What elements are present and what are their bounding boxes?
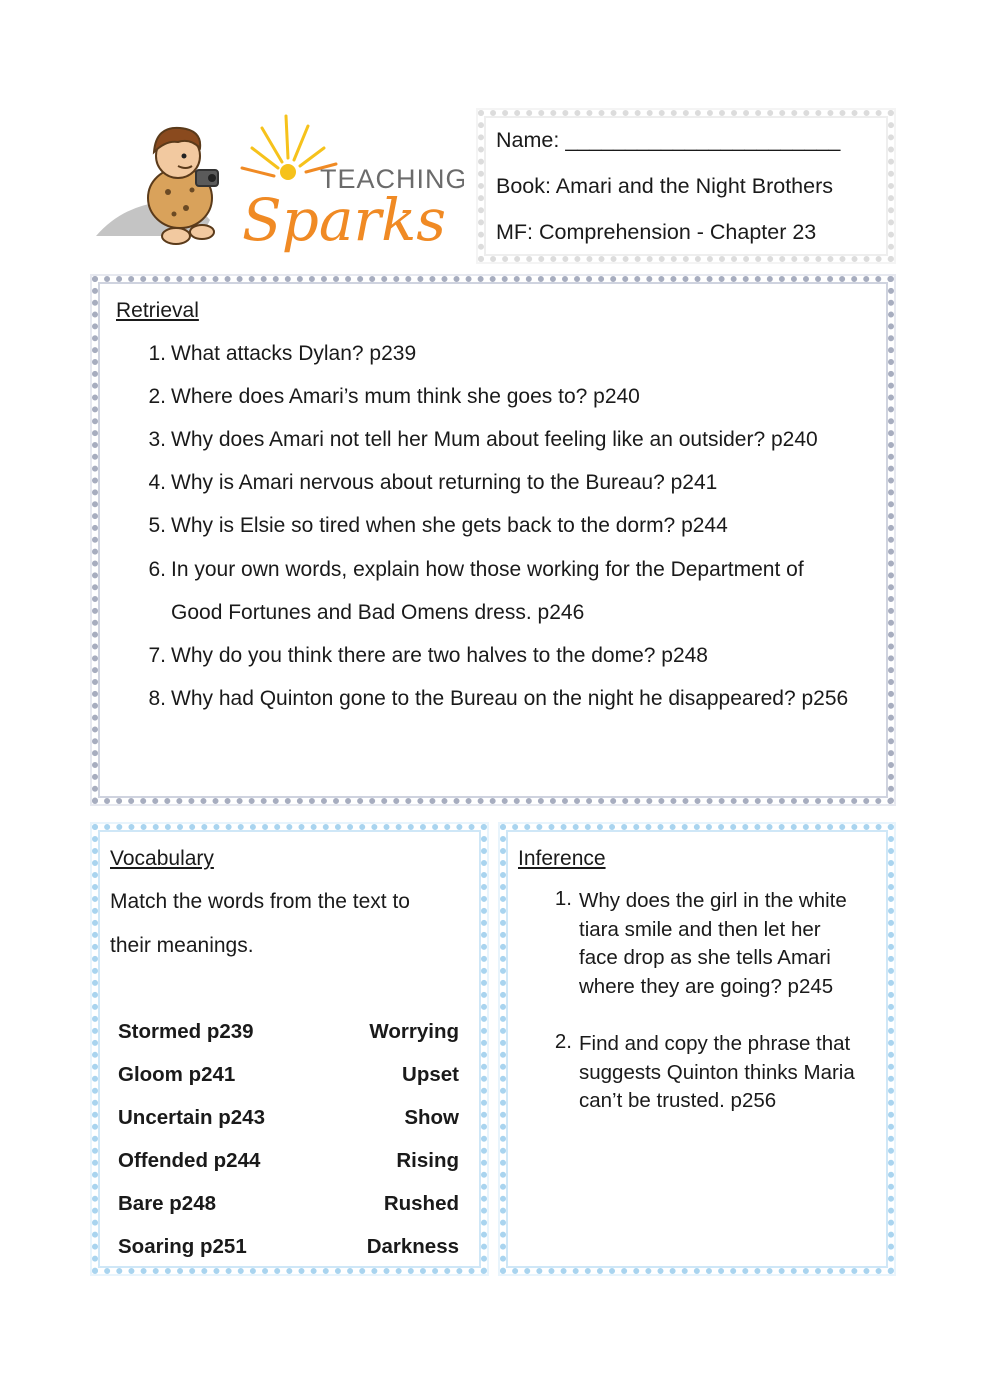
question-number: 5. [148,514,166,537]
question-line: Why does the girl in the white [579,889,847,912]
question-text [579,887,879,1001]
retrieval-section [92,276,894,804]
question-number: 6. [148,558,166,581]
spark-rays [252,116,324,168]
vocab-meaning: Rising [396,1149,459,1172]
question-line: where they are going? p245 [579,974,834,998]
worksheet-subtitle: MF: Comprehension - Chapter 23 [496,220,817,244]
question-number: 7. [148,644,166,667]
teaching-sparks-logo [92,112,464,258]
question-text: What attacks Dylan? p239 [171,342,417,365]
question-text [579,1030,879,1116]
question-text: In your own words, explain how those working for the Department of [171,558,804,581]
question-number: 1. [148,342,166,365]
vocab-meaning: Show [404,1106,459,1129]
question-line: suggests Quinton thinks Maria [579,1060,855,1084]
question-number: 2. [148,385,166,408]
inference-heading: Inference [518,847,606,870]
vocabulary-section [92,824,487,1274]
question-text-continued: Good Fortunes and Bad Omens dress. p246 [171,601,585,624]
logo-graphic [92,112,464,258]
question-number: 2. [554,1030,572,1053]
vocab-word: Stormed p239 [118,1020,254,1043]
vocabulary-heading: Vocabulary [110,847,214,870]
question-number: 3. [148,428,166,451]
logo-teaching-text: TEACHING [320,164,464,194]
inference-section [500,824,894,1274]
vocab-word: Gloom p241 [118,1063,236,1086]
vocab-meaning: Darkness [366,1235,459,1258]
vocab-word: Soaring p251 [118,1235,247,1258]
question-line: face drop as she tells Amari [579,946,831,969]
vocabulary-instruction-continued: their meanings. [110,934,254,957]
vocab-meaning: Worrying [369,1020,459,1043]
question-text: Why is Elsie so tired when she gets back to the dorm? p244 [171,514,728,537]
vocabulary-instruction: Match the words from the text to [110,890,410,913]
name-field[interactable]: _______________________ [565,128,841,152]
question-text: Where does Amari’s mum think she goes to? p240 [171,385,640,408]
vocab-word: Bare p248 [118,1192,217,1215]
student-info-box [478,110,894,262]
question-text: Why had Quinton gone to the Bureau on the night he disappeared? p256 [171,687,849,710]
vocab-word: Uncertain p243 [118,1106,265,1129]
name-label: Name: [496,128,560,152]
vocab-word: Offended p244 [118,1149,261,1172]
retrieval-heading: Retrieval [116,299,199,322]
question-text: Why do you think there are two halves to the dome? p248 [171,644,708,667]
book-title: Book: Amari and the Night Brothers [496,174,834,198]
logo-sparks-text: Sparks [242,186,447,254]
vocab-meaning: Rushed [383,1192,459,1215]
question-line: Find and copy the phrase that [579,1032,851,1055]
question-line: tiara smile and then let her [579,917,821,941]
question-number: 4. [148,471,166,494]
question-text: Why is Amari nervous about returning to the Bureau? p241 [171,471,718,494]
question-number: 8. [148,687,166,710]
question-number: 1. [554,887,572,910]
vocab-meaning: Upset [402,1063,459,1086]
question-text: Why does Amari not tell her Mum about feeling like an outsider? p240 [171,428,818,451]
name-line [496,128,840,153]
question-line: can’t be trusted. p256 [579,1089,777,1112]
